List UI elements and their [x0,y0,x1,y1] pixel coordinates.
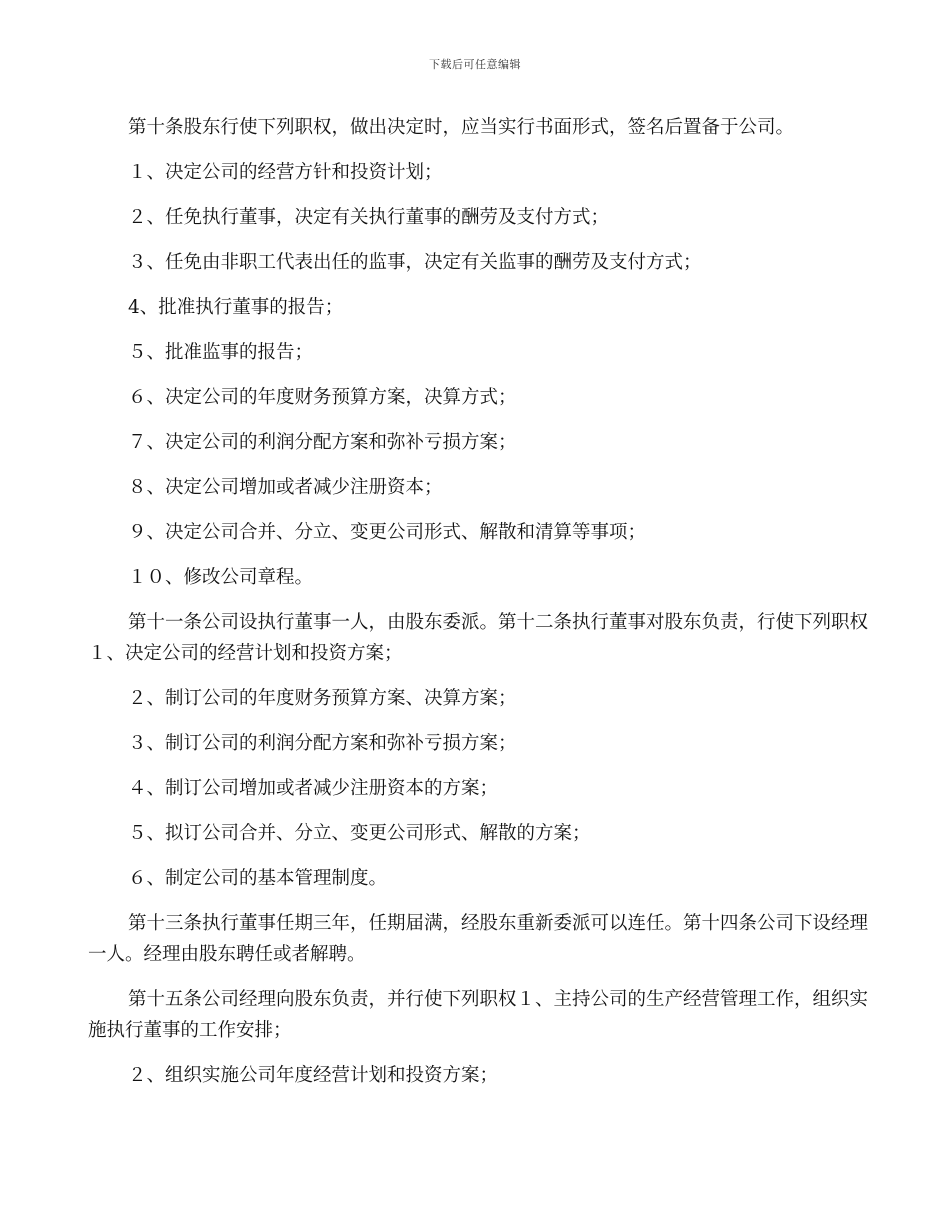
paragraph-article-13-14: 第十三条执行董事任期三年，任期届满，经股东重新委派可以连任。第十四条公司下设经理一人。经理由股东聘任或者解聘。 [88,913,869,965]
list-item-8: ８、决定公司增加或者减少注册资本； [128,477,443,498]
list-item-b4: ４、制订公司增加或者减少注册资本的方案； [128,778,499,799]
list-item-5: ５、批准监事的报告； [128,342,314,363]
paragraph-article-15: 第十五条公司经理向股东负责，并行使下列职权１、主持公司的生产经营管理工作，组织实施执行董事的工作安排； [88,989,869,1041]
list-item-2: ２、任免执行董事，决定有关执行董事的酬劳及支付方式； [128,207,610,228]
document-body [88,112,868,1091]
list-item-b6: ６、制定公司的基本管理制度。 [128,868,388,889]
list-item-6: ６、决定公司的年度财务预算方案，决算方式； [128,387,517,408]
list-item-c2: ２、组织实施公司年度经营计划和投资方案； [128,1065,499,1086]
list-item-9: ９、决定公司合并、分立、变更公司形式、解散和清算等事项； [128,522,647,543]
list-item-b5: ５、拟订公司合并、分立、变更公司形式、解散的方案； [128,823,591,844]
list-item-10: １０、修改公司章程。 [128,567,314,588]
list-item-3: ３、任免由非职工代表出任的监事，决定有关监事的酬劳及支付方式； [128,252,702,273]
list-item-b2: ２、制订公司的年度财务预算方案、决算方案； [128,688,517,709]
list-item-1: １、决定公司的经营方针和投资计划； [128,162,443,183]
list-item-4: 4、批准执行董事的报告； [128,297,344,318]
page-header: 下载后可任意编辑 [429,58,521,71]
list-item-b3: ３、制订公司的利润分配方案和弥补亏损方案； [128,733,517,754]
paragraph-article-10: 第十条股东行使下列职权，做出决定时，应当实行书面形式，签名后置备于公司。 [128,117,795,138]
list-item-7: ７、决定公司的利润分配方案和弥补亏损方案； [128,432,517,453]
paragraph-article-11-12: 第十一条公司设执行董事一人，由股东委派。第十二条执行董事对股东负责，行使下列职权１、决定公司的经营计划和投资方案； [88,612,869,664]
